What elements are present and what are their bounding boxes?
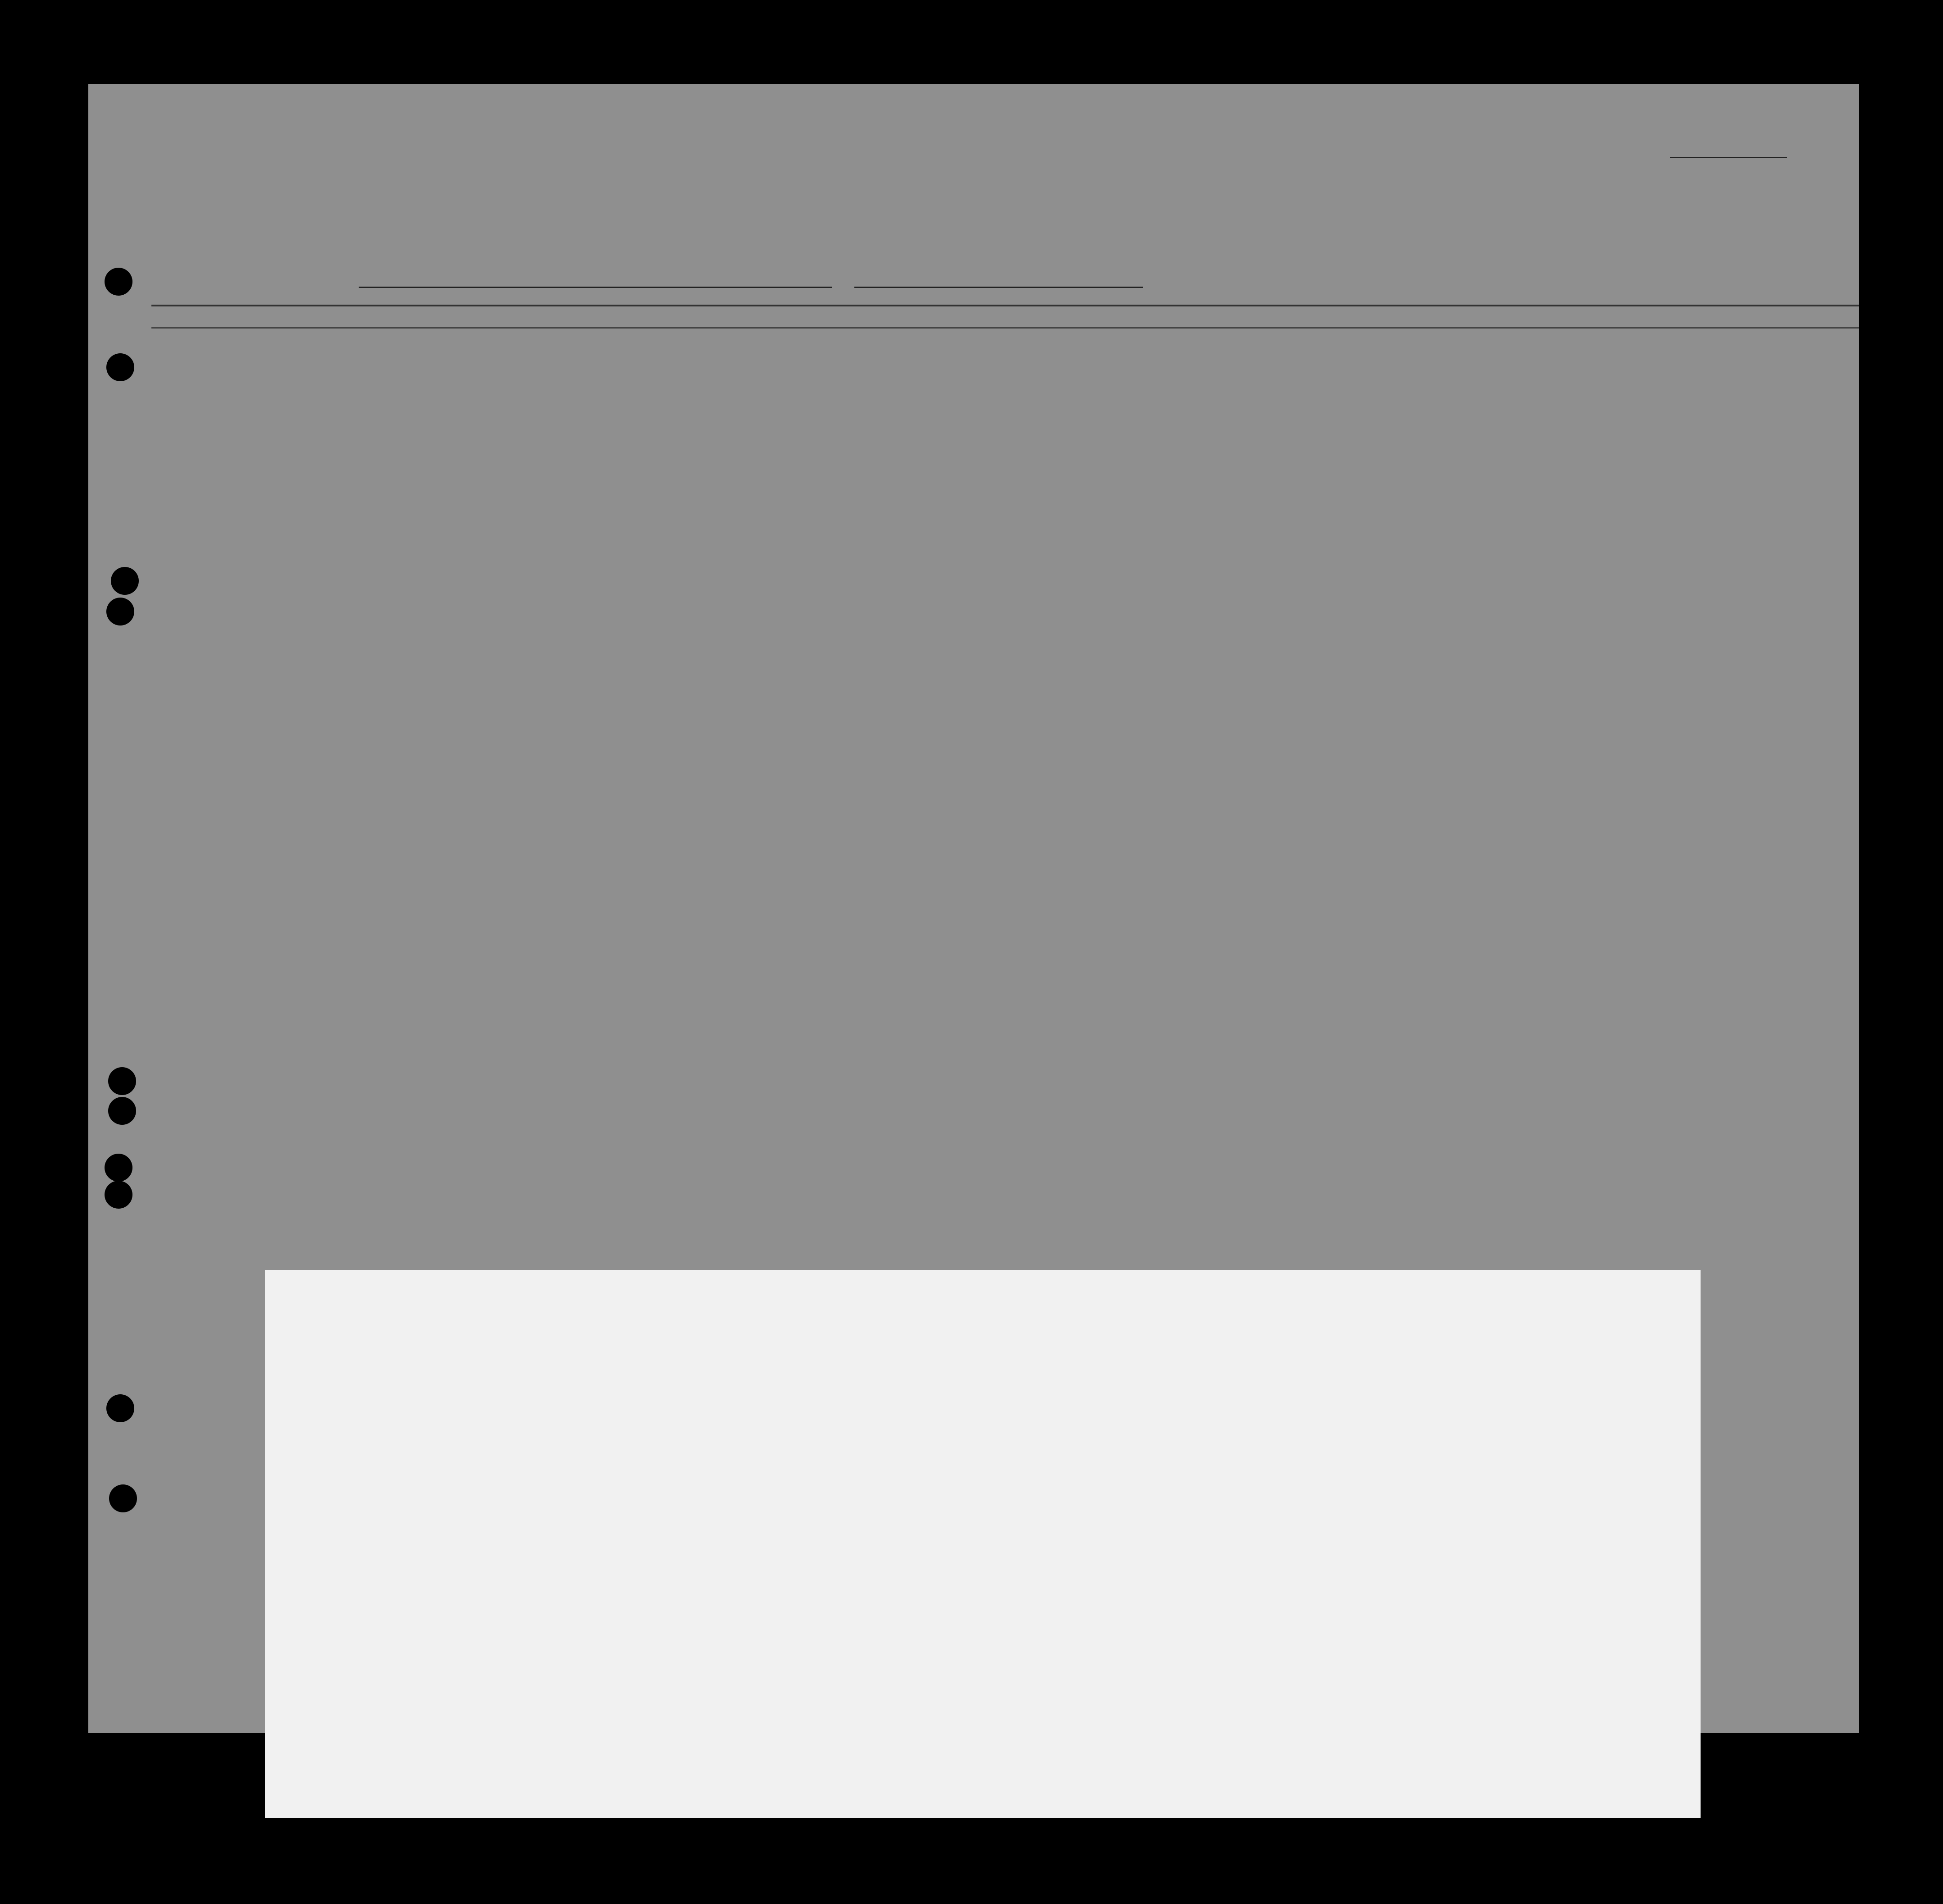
punch-hole <box>108 1067 136 1095</box>
port-line <box>359 287 832 288</box>
grid-header-rule <box>151 327 1859 329</box>
blank-back-sheet <box>265 1270 1701 1818</box>
grid-top-rule <box>151 305 1859 306</box>
punch-hole <box>105 1181 132 1209</box>
punch-hole <box>111 567 139 595</box>
punch-hole <box>106 1394 134 1422</box>
date-line <box>854 287 1143 288</box>
punch-hole <box>106 598 134 626</box>
punch-hole <box>106 353 134 381</box>
punch-hole <box>109 1484 137 1512</box>
list-line <box>1670 157 1787 158</box>
punch-hole <box>108 1097 136 1125</box>
punch-hole <box>105 1154 132 1182</box>
punch-hole <box>105 268 132 296</box>
